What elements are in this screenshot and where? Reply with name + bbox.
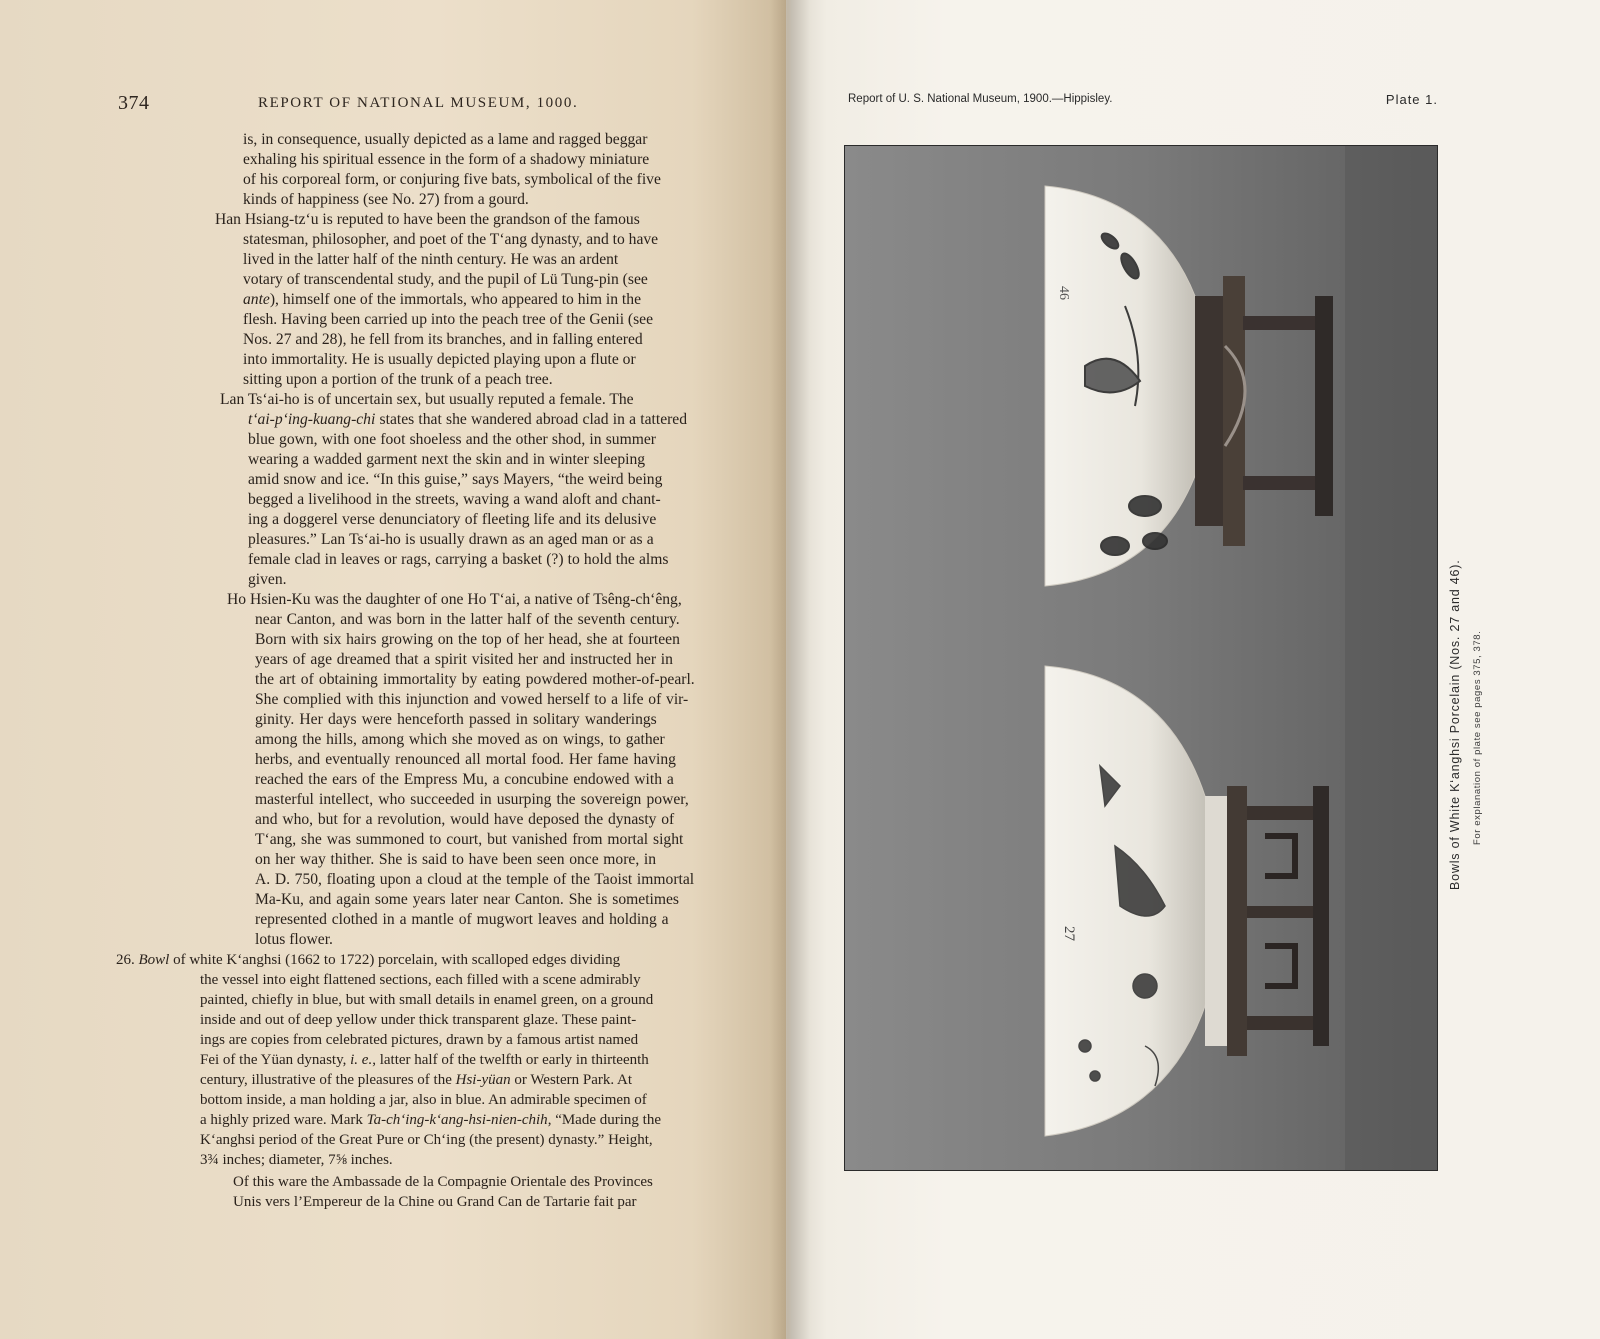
text-line: ginity. Her days were henceforth passed in solitary wanderings [255,711,657,728]
left-page [0,0,786,1339]
running-head-title: REPORT OF NATIONAL MUSEUM, 1000. [258,95,579,111]
text-line: is, in consequence, usually depicted as a lame and ragged beggar [243,131,648,148]
text-line: reached the ears of the Empress Mu, a concubine endowed with a [255,771,674,788]
text-line: near Canton, and was born in the latter half of the seventh century. [255,611,680,628]
text-line: masterful intellect, who succeeded in usurping the sovereign power, [255,791,689,808]
text-line: on her way thither. She is said to have been seen once more, in [255,851,657,868]
text-line: female clad in leaves or rags, carrying a basket (?) to hold the alms [248,551,669,568]
plate-head-title: Report of U. S. National Museum, 1900.—Hippisley. [848,93,1113,105]
text-line: Of this ware the Ambassade de la Compagnie Orientale des Provinces [233,1174,653,1190]
text-line: herbs, and eventually renounced all mortal food. Her fame having [255,751,676,768]
text-line: Ho Hsien-Ku was the daughter of one Ho T‘ai, a native of Tsêng-ch‘êng, [227,591,682,608]
text-line: exhaling his spiritual essence in the form of a shadowy miniature [243,151,650,168]
paragraph-continuation [150,130,765,210]
text-line: t‘ai-p‘ing-kuang-chi states that she wandered abroad clad in a tattered [248,411,688,428]
text-line: given. [248,571,287,588]
text-line: begged a livelihood in the streets, waving a wand aloft and chant- [248,491,661,508]
text-line: a highly prized ware. Mark Ta-ch‘ing-k‘ang-hsi-nien-chih, “Made during the [200,1112,661,1128]
text-line: K‘anghsi period of the Great Pure or Ch‘ing (the present) dynasty.” Height, [200,1132,653,1148]
page-number: 374 [118,92,150,114]
bowl-46-number: 46 [1056,286,1071,300]
text-line: Han Hsiang-tz‘u is reputed to have been the grandson of the famous [215,211,640,228]
text-line: Nos. 27 and 28), he fell from its branches, and in falling entered [243,331,643,348]
text-line: She complied with this injunction and vowed herself to a life of vir- [255,691,689,708]
text-line: represented clothed in a mantle of mugwort leaves and holding a [255,911,669,928]
text-line: lotus flower. [255,931,333,948]
bowl-27-number: 27 [1061,926,1077,941]
text-line: Unis vers l’Empereur de la Chine ou Grand Can de Tartarie fait par [233,1194,637,1210]
text-line: pleasures.” Lan Ts‘ai-ho is usually drawn as an aged man or as a [248,531,654,548]
text-line: statesman, philosopher, and poet of the T‘ang dynasty, and to have [243,231,659,248]
body-text [116,130,765,1212]
text-line: century, illustrative of the pleasures of the Hsi-yüan or Western Park. At [200,1072,633,1088]
left-running-head [118,92,768,122]
text-line: ings are copies from celebrated pictures, drawn by a famous artist named [200,1032,639,1048]
text-line: inside and out of deep yellow under thick transparent glaze. These paint- [200,1012,637,1028]
text-line: 3¾ inches; diameter, 7⅝ inches. [200,1152,393,1168]
plate-caption [1448,460,1496,890]
text-line: among the hills, among which she moved as on wings, to gather [255,731,665,748]
text-line: years of age dreamed that a spirit visited her and instructed her in [255,651,673,668]
text-line: 26. Bowl of white K‘anghsi (1662 to 1722) porcelain, with scalloped edges dividing [116,952,621,968]
plate-photograph [844,145,1438,1171]
catalog-item-26 [116,950,765,1170]
text-line: Lan Ts‘ai-ho is of uncertain sex, but usually reputed a female. The [220,391,634,408]
plate-running-head [848,93,1438,117]
text-line: Fei of the Yüan dynasty, i. e., latter half of the twelfth or early in thirteenth [200,1052,649,1068]
text-line: bottom inside, a man holding a jar, also in blue. An admirable specimen of [200,1092,647,1108]
photo-svg [845,146,1438,1171]
text-line: T‘ang, she was summoned to court, but vanished from mortal sight [255,831,684,848]
text-line: lived in the latter half of the ninth century. He was an ardent [243,251,619,268]
text-line: painted, chiefly in blue, but with small details in enamel green, on a ground [200,992,654,1008]
text-line: sitting upon a portion of the trunk of a peach tree. [243,371,553,388]
text-line: ante), himself one of the immortals, who appeared to him in the [243,291,641,308]
text-line: blue gown, with one foot shoeless and the other shod, in summer [248,431,656,448]
backdrop-shadow [1345,146,1438,1171]
text-line: and who, but for a revolution, would have deposed the dynasty of [255,811,675,828]
text-line: the vessel into eight flattened sections, each filled with a scene admirably [200,972,641,988]
caption-note: For explanation of plate see pages 375, 378. [1472,630,1483,845]
paragraph-han-hsiang-tzu [150,210,765,390]
text-line: wearing a wadded garment next the skin and in winter sleeping [248,451,646,468]
text-line: of his corporeal form, or conjuring five bats, symbolical of the five [243,171,661,188]
plate-number: Plate 1. [1385,92,1438,107]
text-line: the art of obtaining immortality by eating powdered mother-of-pearl. [255,671,695,688]
text-line: into immortality. He is usually depicted playing upon a flute or [243,351,636,368]
text-line: flesh. Having been carried up into the peach tree of the Genii (see [243,311,654,328]
text-line: Born with six hairs growing on the top of her head, she at fourteen [255,631,680,648]
text-line: kinds of happiness (see No. 27) from a gourd. [243,191,529,208]
paragraph-lan-tsai-ho [150,390,765,590]
text-line: amid snow and ice. “In this guise,” says Mayers, “the weird being [248,471,663,488]
text-line: A. D. 750, floating upon a cloud at the temple of the Taoist immortal [255,871,695,888]
paragraph-ambassade [150,1172,765,1212]
text-line: votary of transcendental study, and the pupil of Lü Tung-pin (see [243,271,648,288]
paragraph-ho-hsien-ku [150,590,765,950]
caption-title: Bowls of White K‘anghsi Porcelain (Nos. 27 and 46). [1448,559,1462,890]
text-line: ing a doggerel verse denunciatory of fleeting life and its delusive [248,511,657,528]
text-line: Ma-Ku, and again some years later near Canton. She is sometimes [255,891,679,908]
